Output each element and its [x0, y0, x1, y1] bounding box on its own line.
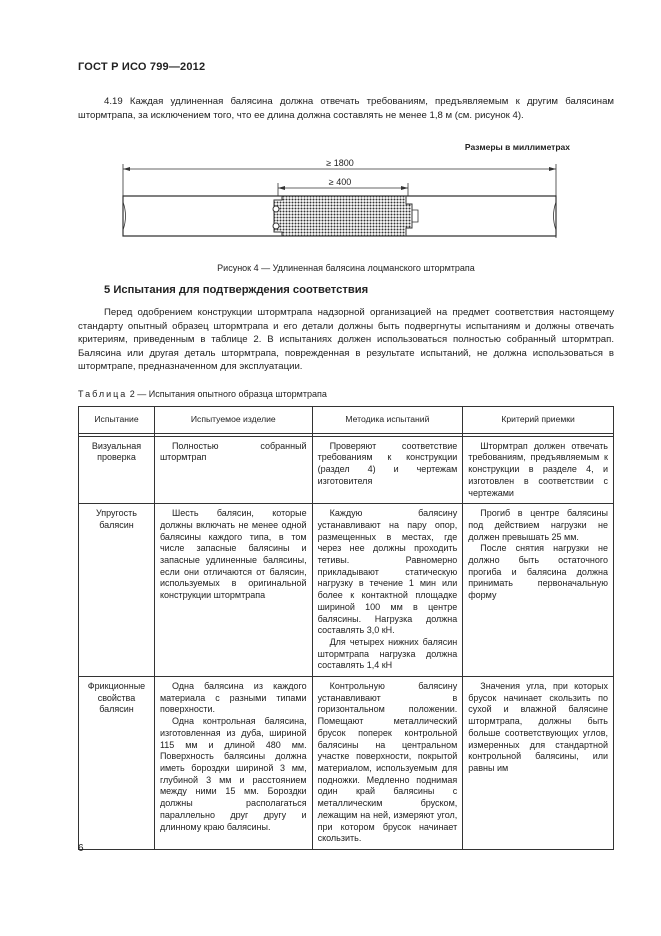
table-row — [79, 436, 614, 504]
cell-criterion: Значения угла, при которых брусок начинает скользить по сухой и влажной балясине штормтрапа, должны быть больше соответствующих углов, измеренных для стандартной контрольной балясины, или равны им — [463, 677, 614, 850]
bolt-icon — [273, 223, 279, 229]
header-test: Испытание — [79, 407, 155, 434]
figure-caption: Рисунок 4 — Удлиненная балясина лоцманского штормтрапа — [217, 263, 475, 273]
cell-test: Визуальная проверка — [79, 436, 155, 504]
figure-4-elongated-rung — [78, 138, 614, 260]
cell-test: Фрикционные свойства балясин — [79, 677, 155, 850]
document-header: ГОСТ Р ИСО 799—2012 — [78, 61, 206, 73]
cell-method: Контрольную балясину устанавливают в горизонтальном положении. Помещают металлический брусок поперек контрольной балясины на центральном участке поверхности, покрытой материалом, используемым для подножки. Медленно поднимая один край балясины с металлическим бруском, лежащим на ней, измеряют угол, при котором брусок начинает скользить. — [312, 677, 463, 850]
units-note: Размеры в миллиметрах — [464, 142, 570, 152]
table-caption — [78, 389, 327, 399]
dimension-total-label: ≥ 1800 — [326, 158, 354, 168]
table-caption-prefix: Таблица — [78, 389, 128, 399]
table-caption-text: 2 — Испытания опытного образца штормтрапа — [127, 389, 327, 399]
anti-slip-insert — [274, 196, 412, 236]
table-row — [79, 504, 614, 677]
table-row — [79, 677, 614, 850]
page-number: 6 — [78, 843, 84, 854]
section-paragraph: Перед одобрением конструкции штормтрапа надзорной организацией на предмет соответствия настоящему стандарту опытный образец штормтрапа и его детали должны быть подвергнуты испытаниям и должны отвечать критериям, приведенным в таблице 2. В испытаниях должен использоваться полностью собранный штормтрап. Балясина или другая деталь штормтрапа, поврежденная в результате испытаний, не должна использоваться в штормтрапе, предназначенном для эксплуатации. — [78, 307, 614, 373]
section-title: 5 Испытания для подтверждения соответствия — [104, 284, 369, 296]
table-header-row — [79, 407, 614, 434]
test-table — [78, 406, 614, 850]
dimension-insert-label: ≥ 400 — [328, 177, 352, 187]
header-criterion: Критерий приемки — [463, 407, 614, 434]
bolt-icon — [273, 206, 279, 212]
cell-test: Упругость балясин — [79, 504, 155, 677]
clause-4-19: 4.19 Каждая удлиненная балясина должна отвечать требованиям, предъявляемым к другим балясинам штормтрапа, за исключением того, что ее длина должна составлять не менее 1,8 м (см. рисунок 4). — [78, 96, 614, 121]
cell-method: Каждую балясину устанавливают на пару опор, размещенных в местах, где через нее должны проходить тетивы. Равномерно прикладывают статическую нагрузку в течение 1 мин или более к контактной площадке шириной 100 мм в центре балясины. Нагрузка должна составлять 3,0 кН. Для четырех нижних балясин штормтрапа нагрузка должна составлять 1,4 кН — [312, 504, 463, 677]
cell-criterion: Штормтрап должен отвечать требованиям, предъявляемым к конструкции в разделе 4, и изготовлен в соответствии с чертежами — [463, 436, 614, 504]
cell-item: Одна балясина из каждого материала с разными типами поверхности. Одна контрольная балясина, изготовленная из дуба, шириной 115 мм и длиной 480 мм. Поверхность балясины должна иметь бороздки шириной 3 мм, глубиной 3 мм и расстоянием между ними 15 мм. Бороздки должны располагаться параллельно друг другу и длинному краю балясины. — [154, 677, 312, 850]
header-method: Методика испытаний — [312, 407, 463, 434]
cell-criterion: Прогиб в центре балясины под действием нагрузки не должен превышать 25 мм. После снятия нагрузки не должно быть остаточного прогиба и балясина должна принимать первоначальную форму — [463, 504, 614, 677]
cell-item: Полностью собранный штормтрап — [154, 436, 312, 504]
header-item: Испытуемое изделие — [154, 407, 312, 434]
cell-method: Проверяют соответствие требованиям к конструкции (раздел 4) и чертежам изготовителя — [312, 436, 463, 504]
cell-item: Шесть балясин, которые должны включать не менее одной балясины каждого типа, в том числе запасные балясины и запасные удлиненные балясины, если они отличаются от балясин, используемых в оригинальной конструкции штормтрапа — [154, 504, 312, 677]
